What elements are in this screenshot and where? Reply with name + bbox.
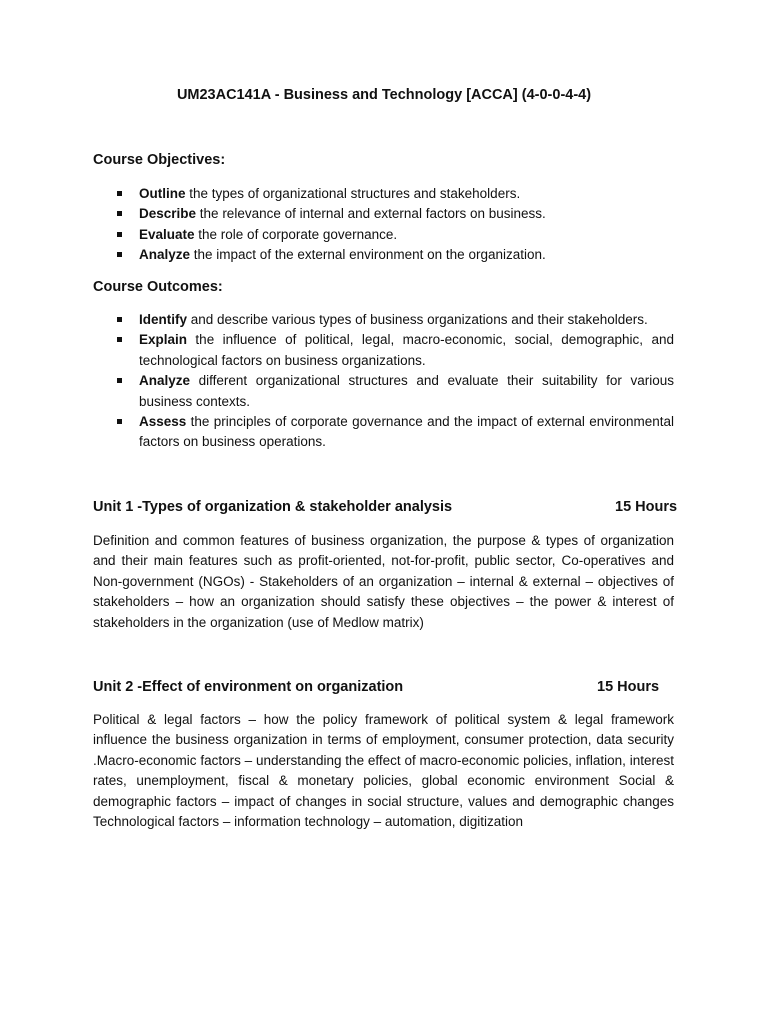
unit-2-body: Political & legal factors – how the policy framework of political system & legal framework influence the business organization in terms of employment, consumer protection, data security .Macro-economic factors – understanding the effect of macro-economic policies, inflation, interest rates, unemployment, fiscal & monetary policies, global economic environment Social & demographic factors – impact of changes in social structure, values and demographic changes Technological factors – information technology – automation, digitization [93,712,674,830]
outcomes-heading: Course Outcomes: [93,279,223,295]
objective-item [93,225,674,245]
objective-text: the impact of the external environment on the organization. [190,247,546,263]
unit-1-hours: 15 Hours [615,499,678,515]
square-bullet-icon [117,419,122,424]
outcome-keyword: Assess [139,414,187,430]
square-bullet-icon [117,252,122,257]
objectives-heading: Course Objectives: [93,152,226,168]
objective-text: the role of corporate governance. [194,226,398,242]
outcome-item [93,371,674,412]
objective-keyword: Outline [139,186,186,201]
square-bullet-icon [117,232,122,237]
objective-item [93,184,674,204]
outcome-item [93,412,674,453]
square-bullet-icon [117,317,122,322]
unit-1-body: Definition and common features of business organization, the purpose & types of organization and their main features such as profit-oriented, not-for-profit, public sector, Co-operatives and Non-government (NGOs) - Stakeholders of an organization – internal & external – objectives of stakeholders – how an organization should satisfy these objectives – the power & interest of stakeholders in the organization (use of Medlow matrix) [93,533,674,630]
unit-1-heading: Unit 1 -Types of organization & stakeholder analysis [93,499,453,515]
document-title: UM23AC141A - Business and Technology [ACCA] (4-0-0-4-4) [176,87,592,103]
square-bullet-icon [117,378,122,383]
outcome-item [93,330,674,371]
square-bullet-icon [117,337,122,342]
objective-item [93,245,674,265]
objective-text: the relevance of internal and external factors on business. [196,206,546,222]
outcome-item [93,310,674,330]
outcome-keyword: Explain [139,332,188,348]
unit-2-heading: Unit 2 -Effect of environment on organization [93,679,404,695]
outcome-text: different organizational structures and evaluate their suitability for various business contexts. [139,373,674,409]
objectives-list [93,184,674,266]
outcome-text: the influence of political, legal, macro-economic, social, demographic, and technological factors on business organizations. [139,332,674,368]
objective-text: the types of organizational structures and stakeholders. [185,186,521,201]
square-bullet-icon [117,211,122,216]
outcome-text: the principles of corporate governance and the impact of external environmental factors on business operations. [139,414,674,450]
objective-keyword: Describe [139,206,197,222]
outcomes-list [93,310,674,453]
outcome-keyword: Analyze [139,373,191,389]
outcome-text: and describe various types of business organizations and their stakeholders. [187,312,648,327]
unit-2-hours: 15 Hours [597,679,660,695]
square-bullet-icon [117,191,122,196]
objective-item [93,204,674,224]
objective-keyword: Analyze [139,247,191,263]
objective-keyword: Evaluate [139,226,195,242]
outcome-keyword: Identify [139,312,188,327]
